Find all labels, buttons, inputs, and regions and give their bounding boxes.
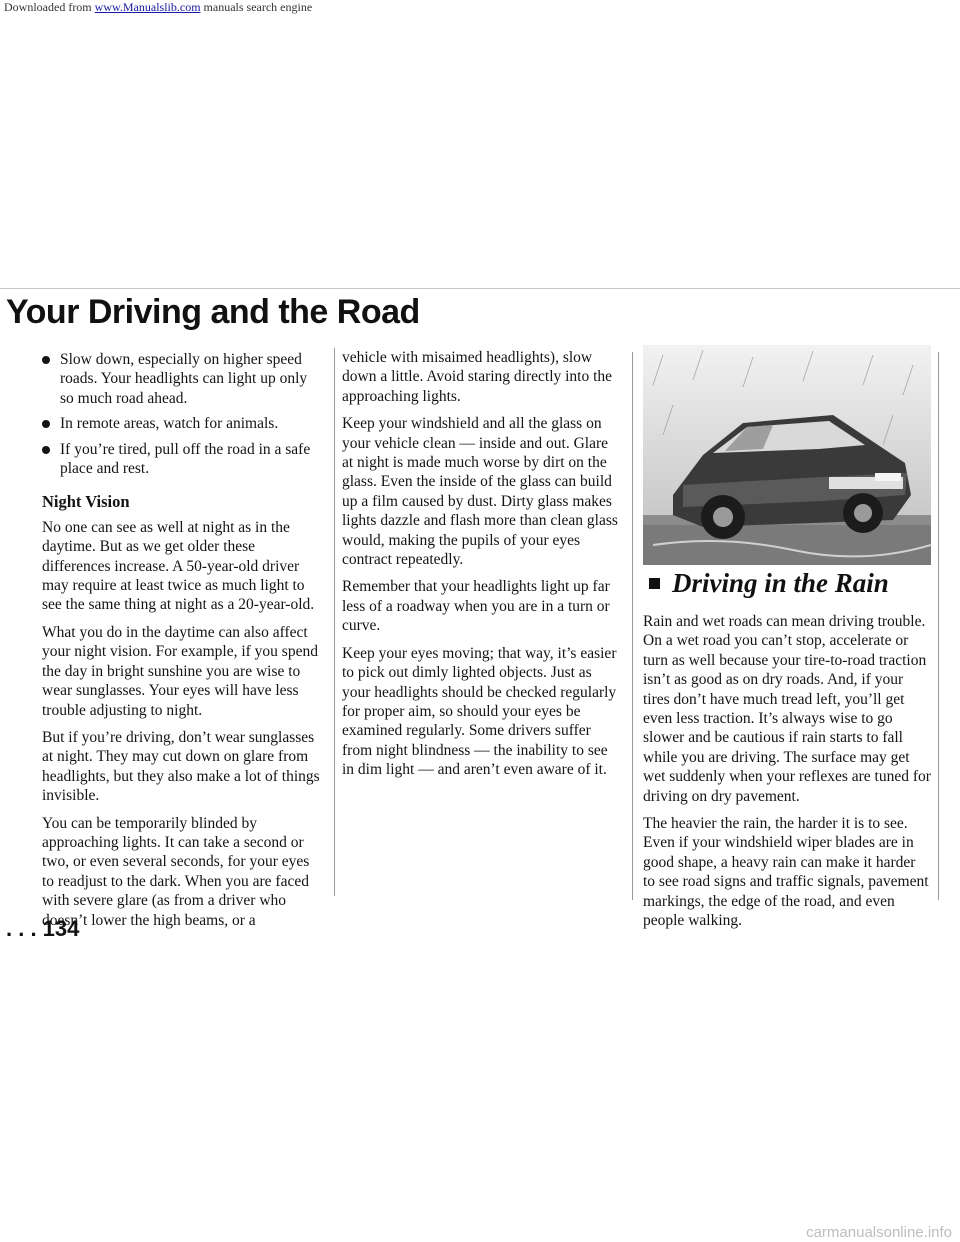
- bullet-dot-icon: [42, 446, 50, 454]
- paragraph: vehicle with misaimed headlights), slow down a little. Avoid staring directly into the approaching lights.: [342, 349, 613, 405]
- paragraph: No one can see as well at night as in the daytime. But as we get older these differences increase. A 50-year-old driver may require at least twice as much light to see the same thing at night as a 20-year-old.: [42, 518, 315, 614]
- paragraph: Remember that your headlights light up far less of a roadway when you are in a turn or curve.: [342, 578, 610, 635]
- night-vision-heading: Night Vision: [42, 492, 130, 512]
- manualslib-link[interactable]: www.Manualslib.com: [94, 0, 201, 14]
- bullet-item: If you’re tired, pull off the road in a safe place and rest.: [42, 440, 324, 479]
- paragraph: Keep your eyes moving; that way, it’s easier to pick out dimly lighted objects. Just as your headlights should be checked regularly for proper aim, so should your eyes be examined regularly. Some drivers suffer from night blindness — the inability to see in dim light — and aren’t even aware of it.: [342, 644, 617, 779]
- section-title: Your Driving and the Road: [6, 293, 420, 331]
- square-bullet-icon: [649, 578, 660, 589]
- download-watermark: [4, 0, 312, 15]
- column-3: [643, 612, 931, 939]
- paragraph: Rain and wet roads can mean driving trouble. On a wet road you can’t stop, accelerate or turn as well because your tire-to-road traction isn’t as good as on dry roads. And, if your tires don’t have much tread left, you’ll get even less traction. It’s always wise to go slower and be cautious if rain starts to fall while you are driving. The surface may get wet suddenly when your reflexes are tuned for driving on dry pavement.: [643, 613, 931, 805]
- paragraph: The heavier the rain, the harder it is to see. Even if your windshield wiper blades are in good shape, a heavy rain can make it harder to see road signs and traffic signals, pavement markings, the edge of the road, and even people walking.: [643, 815, 929, 930]
- driving-in-rain-heading: Driving in the Rain: [643, 568, 943, 599]
- page-number: . . . 134: [6, 916, 80, 941]
- carmanualsonline-watermark: carmanualsonline.info: [806, 1224, 952, 1241]
- paragraph: What you do in the daytime can also affect your night vision. For example, if you spend the day in bright sunshine you are wise to wear sunglasses. Your eyes will have less trouble adjusting to night.: [42, 623, 318, 719]
- paragraph: You can be temporarily blinded by approaching lights. It can take a second or two, or even several seconds, for your eyes to readjust to the dark. When you are faced with severe glare (as from a driver who doesn’t lower the high beams, or a: [42, 814, 310, 929]
- paragraph: Keep your windshield and all the glass on your vehicle clean — inside and out. Glare at night is made much worse by dirt on the glass. Even the inside of the glass can build up a film caused by dust. Dirty glass makes lights dazzle and flash more than clean glass would, making the pupils of your eyes contract repeatedly.: [342, 415, 618, 569]
- safety-bullet-list: [42, 350, 324, 478]
- page-top-rule: [0, 288, 960, 289]
- column-1: [42, 350, 324, 938]
- bullet-dot-icon: [42, 420, 50, 428]
- bullet-dot-icon: [42, 356, 50, 364]
- bullet-item: Slow down, especially on higher speed roads. Your headlights can light up only so much road ahead.: [42, 350, 324, 408]
- column-divider: [334, 348, 335, 896]
- watermark-prefix: Downloaded from: [4, 0, 95, 14]
- column-2: [342, 348, 620, 788]
- car-in-rain-illustration: [643, 345, 931, 565]
- column-divider: [938, 352, 939, 900]
- paragraph: But if you’re driving, don’t wear sunglasses at night. They may cut down on glare from headlights, but they also make a lot of things invisible.: [42, 728, 320, 805]
- column-divider: [632, 352, 633, 900]
- watermark-suffix: manuals search engine: [200, 0, 313, 14]
- bullet-item: In remote areas, watch for animals.: [42, 414, 324, 433]
